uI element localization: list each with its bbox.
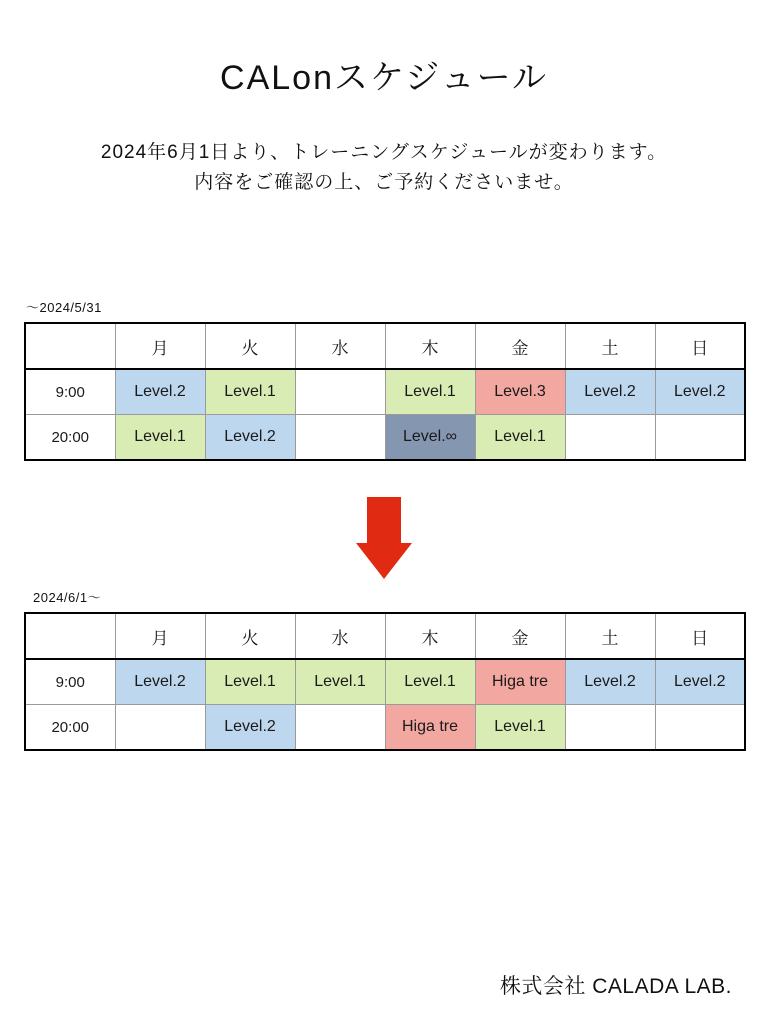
- schedule-cell: Level.1: [115, 415, 205, 461]
- header-corner-cell: [25, 323, 115, 369]
- schedule-cell: Higa tre: [475, 659, 565, 705]
- header-day-cell: 金: [475, 323, 565, 369]
- after-table-caption: 2024/6/1〜: [33, 590, 102, 605]
- header-day-cell: 火: [205, 613, 295, 659]
- schedule-cell: Level.1: [205, 369, 295, 415]
- header-day-cell: 月: [115, 323, 205, 369]
- subtitle-line-1: 2024年6月1日より、トレーニングスケジュールが変わります。: [100, 142, 668, 163]
- schedule-cell: Level.2: [655, 369, 745, 415]
- header-day-cell: 火: [205, 323, 295, 369]
- header-corner-cell: [25, 613, 115, 659]
- schedule-cell: Level.∞: [385, 415, 475, 461]
- page-subtitle: [0, 138, 768, 198]
- header-day-cell: 木: [385, 323, 475, 369]
- arrow-shaft: [367, 497, 401, 545]
- down-arrow-icon: [356, 497, 412, 579]
- schedule-cell: Level.1: [205, 659, 295, 705]
- header-day-cell: 木: [385, 613, 475, 659]
- table-row: [25, 659, 745, 705]
- subtitle-line-2: 内容をご確認の上、ご予約くださいませ。: [194, 172, 574, 193]
- time-label-cell: 20:00: [25, 705, 115, 751]
- schedule-cell: [655, 705, 745, 751]
- time-label-cell: 20:00: [25, 415, 115, 461]
- header-day-cell: 日: [655, 323, 745, 369]
- schedule-cell: Level.1: [475, 705, 565, 751]
- schedule-cell: Level.2: [115, 369, 205, 415]
- page-title: CALonスケジュール: [220, 59, 548, 97]
- header-day-cell: 水: [295, 613, 385, 659]
- header-day-cell: 水: [295, 323, 385, 369]
- schedule-cell: Level.2: [655, 659, 745, 705]
- table-header-row: [25, 613, 745, 659]
- schedule-cell: Level.1: [475, 415, 565, 461]
- header-day-cell: 金: [475, 613, 565, 659]
- schedule-cell: Level.2: [565, 659, 655, 705]
- before-table-caption: 〜2024/5/31: [26, 300, 102, 315]
- company-footer: 株式会社 CALADA LAB.: [499, 975, 732, 998]
- schedule-cell: [295, 705, 385, 751]
- schedule-cell: Level.2: [205, 705, 295, 751]
- schedule-cell: [295, 415, 385, 461]
- schedule-cell: Level.1: [295, 659, 385, 705]
- table-row: [25, 415, 745, 461]
- header-day-cell: 日: [655, 613, 745, 659]
- time-label-cell: 9:00: [25, 369, 115, 415]
- schedule-cell: [655, 415, 745, 461]
- schedule-cell: Level.2: [115, 659, 205, 705]
- schedule-cell: Higa tre: [385, 705, 475, 751]
- header-day-cell: 月: [115, 613, 205, 659]
- schedule-cell: Level.2: [205, 415, 295, 461]
- schedule-cell: Level.1: [385, 369, 475, 415]
- table-row: [25, 705, 745, 751]
- schedule-cell: [295, 369, 385, 415]
- schedule-cell: [115, 705, 205, 751]
- header-day-cell: 土: [565, 323, 655, 369]
- table-row: [25, 369, 745, 415]
- before-schedule-table: [24, 322, 746, 461]
- time-label-cell: 9:00: [25, 659, 115, 705]
- schedule-cell: Level.2: [565, 369, 655, 415]
- header-day-cell: 土: [565, 613, 655, 659]
- schedule-cell: [565, 415, 655, 461]
- schedule-cell: Level.1: [385, 659, 475, 705]
- arrow-head: [356, 543, 412, 579]
- schedule-cell: [565, 705, 655, 751]
- table-header-row: [25, 323, 745, 369]
- after-schedule-table: [24, 612, 746, 751]
- schedule-cell: Level.3: [475, 369, 565, 415]
